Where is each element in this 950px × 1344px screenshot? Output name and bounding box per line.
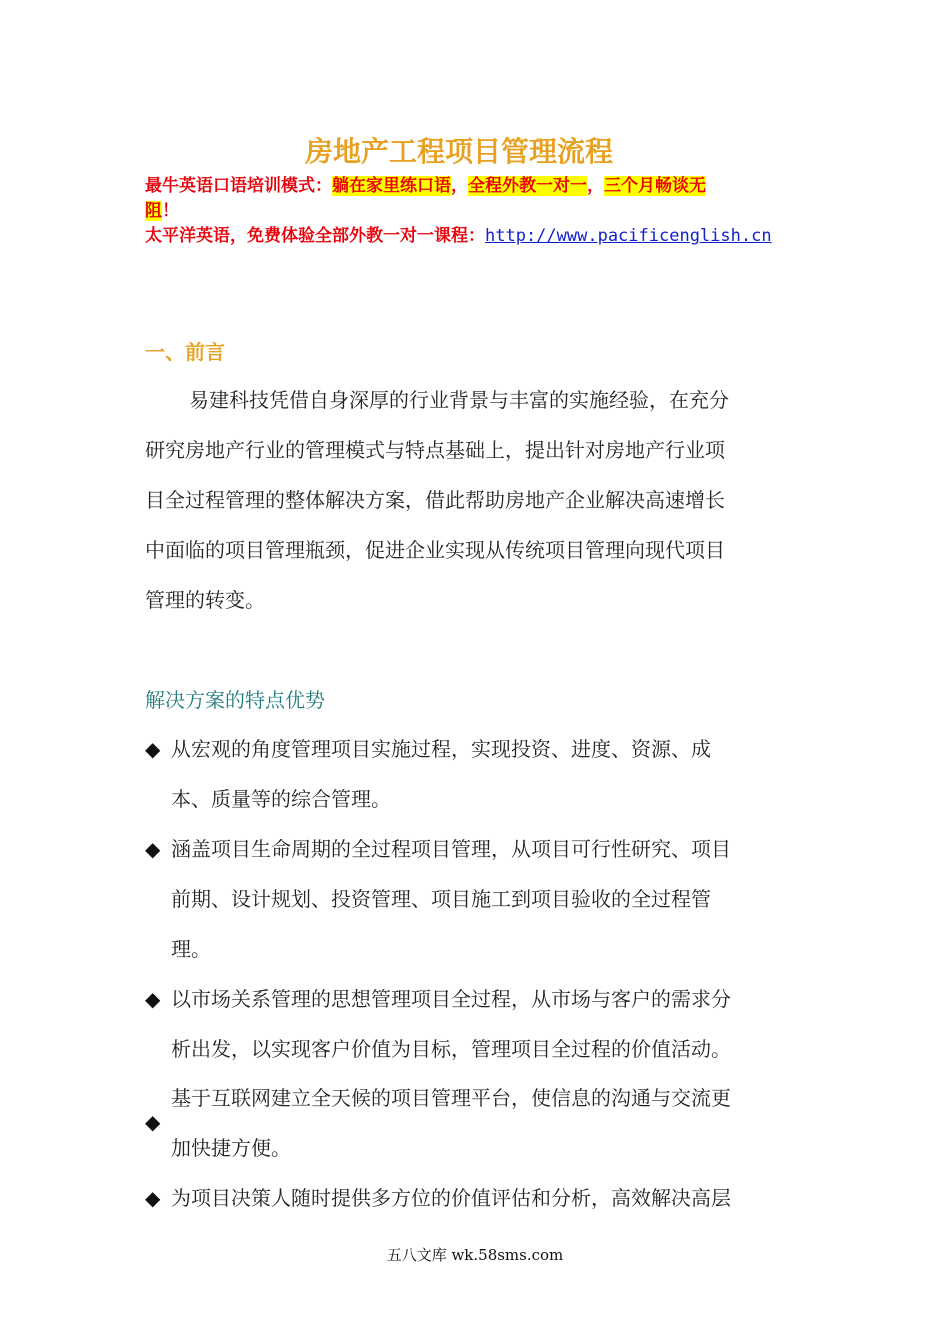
document-title: 房地产工程项目管理流程	[304, 135, 613, 168]
ad-prefix: 最牛英语口语培训模式：	[145, 176, 332, 196]
paragraph-line: 易建科技凭借自身深厚的行业背景与丰富的实施经验，在充分	[189, 388, 729, 412]
diamond-bullet-icon: ◆	[145, 1186, 161, 1210]
preface-paragraph	[145, 375, 805, 625]
bullet-line: 涵盖项目生命周期的全过程项目管理，从项目可行性研究、项目	[171, 837, 731, 861]
bullet-line: 加快捷方便。	[171, 1136, 291, 1160]
ad-highlight-wrap: 阻	[145, 201, 162, 221]
ad-line-1	[145, 174, 815, 224]
bullet-line: 前期、设计规划、投资管理、项目施工到项目验收的全过程管	[171, 887, 711, 911]
bullet-item	[145, 1173, 810, 1223]
paragraph-line: 研究房地产行业的管理模式与特点基础上，提出针对房地产行业项	[145, 438, 725, 462]
ad-separator-1: ，	[451, 176, 468, 196]
bullet-item	[145, 974, 810, 1074]
section-heading-advantages: 解决方案的特点优势	[145, 688, 325, 712]
bullet-line: 为项目决策人随时提供多方位的价值评估和分析，高效解决高层	[171, 1186, 731, 1210]
bullet-line: 基于互联网建立全天候的项目管理平台，使信息的沟通与交流更	[171, 1086, 731, 1110]
paragraph-line: 管理的转变。	[145, 588, 265, 612]
ad-highlight-2: 全程外教一对一	[468, 176, 587, 196]
ad-highlight-1: 躺在家里练口语	[332, 176, 451, 196]
bullet-line: 析出发，以实现客户价值为目标，管理项目全过程的价值活动。	[171, 1037, 731, 1061]
diamond-bullet-icon: ◆	[145, 1110, 161, 1134]
section-heading-preface: 一、前言	[145, 340, 225, 364]
bullet-item	[145, 1073, 810, 1173]
bullet-line: 以市场关系管理的思想管理项目全过程，从市场与客户的需求分	[171, 987, 731, 1011]
ad-end: ！	[162, 201, 179, 221]
ad-highlight-3: 三个月畅谈无	[604, 176, 706, 196]
paragraph-line: 中面临的项目管理瓶颈，促进企业实现从传统项目管理向现代项目	[145, 538, 725, 562]
bullet-line: 理。	[171, 937, 211, 961]
ad-line-2	[145, 224, 815, 249]
bullet-item	[145, 824, 810, 974]
ad-line2-prefix: 太平洋英语，免费体验全部外教一对一课程：	[145, 226, 485, 246]
diamond-bullet-icon: ◆	[145, 987, 161, 1011]
diamond-bullet-icon: ◆	[145, 837, 161, 861]
bullet-line: 从宏观的角度管理项目实施过程，实现投资、进度、资源、成	[171, 737, 711, 761]
page-footer: 五八文库 wk.58sms.com	[386, 1246, 564, 1264]
diamond-bullet-icon: ◆	[145, 737, 161, 761]
bullet-item	[145, 724, 810, 824]
bullet-line: 本、质量等的综合管理。	[171, 787, 391, 811]
ad-separator-2: ，	[587, 176, 604, 196]
paragraph-line: 目全过程管理的整体解决方案，借此帮助房地产企业解决高速增长	[145, 488, 725, 512]
ad-link[interactable]: http://www.pacificenglish.cn	[485, 226, 772, 246]
